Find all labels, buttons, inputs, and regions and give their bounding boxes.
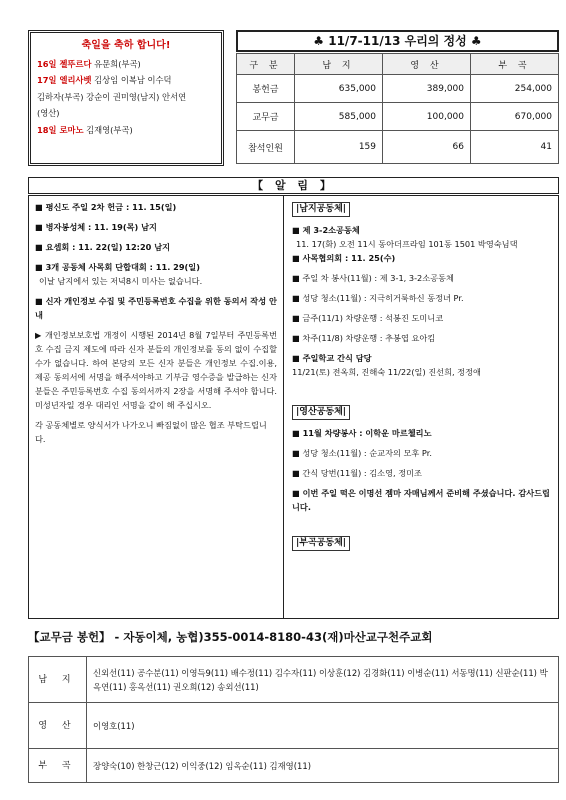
notice-item: ■ 3개 공동체 사목회 단합대회 : 11. 29(일): [35, 262, 200, 272]
row-label: 영 산: [29, 703, 87, 749]
notice-right-column: [284, 195, 559, 619]
feast-day: 18일 로마노: [37, 124, 84, 135]
column-header: 구 분: [237, 54, 295, 75]
notice-item: ■ 신자 개인정보 수집 및 주민등록번호 수집을 위한 동의서 작성 안내: [35, 296, 277, 320]
column-header: 부 곡: [471, 54, 559, 75]
table-row: [237, 75, 559, 103]
table-row: [237, 103, 559, 131]
feast-title: 축일을 축하 합니다!: [81, 40, 171, 51]
table-row: [237, 131, 559, 164]
section-title-yeongsan: |영산공동체|: [292, 405, 350, 420]
row-label: 참석인원: [237, 131, 295, 164]
notice-header: 【 알 림 】: [28, 177, 559, 194]
feast-row: [37, 73, 215, 89]
donors-table: [28, 656, 559, 783]
bank-info: 【교무금 봉헌】 - 자동이체, 농협)355-0014-8180-43(재)마산교구천주교회: [28, 630, 433, 644]
notice-item-detail: 이날 남지에서 있는 저녁8시 미사는 없습니다.: [39, 276, 203, 286]
notice-left-column: [28, 195, 284, 619]
notice-item: ■ 병자봉성체 : 11. 19(목) 남지: [35, 222, 157, 232]
notice-item: ■ 제 3-2소공동체: [292, 225, 360, 235]
feast-row: [37, 90, 215, 106]
table-row: [29, 703, 559, 749]
table-cell: 159: [295, 131, 383, 164]
feast-row: [37, 123, 215, 139]
row-label: 봉헌금: [237, 75, 295, 103]
table-cell: 254,000: [471, 75, 559, 103]
notice-item: ■ 이번 주일 떡은 이명선 젬마 자매님께서 준비해 주셨습니다. 감사드립니다.: [292, 488, 550, 512]
notice-item: ■ 간식 당번(11월) : 김소영, 정미조: [292, 468, 422, 478]
notice-item: ■ 성당 청소(11월) : 순교자의 모후 Pr.: [292, 448, 432, 458]
table-cell: 41: [471, 131, 559, 164]
row-label: 교무금: [237, 103, 295, 131]
notice-item: ■ 주일 차 봉사(11월) : 제 3-1, 3-2소공동체: [292, 273, 454, 283]
notice-paragraph: 각 공동체별로 양식서가 나가오니 빠짐없이 많은 협조 부탁드립니다.: [35, 420, 267, 444]
notice-item-detail: 11. 17(화) 오전 11시 동아더프라임 101동 1501 박영숙님댁: [296, 239, 518, 249]
notice-item: ■ 사목협의회 : 11. 25(수): [292, 253, 396, 263]
feast-names: (영산): [37, 108, 60, 118]
row-label: 남 지: [29, 657, 87, 703]
offering-title: ♣ 11/7-11/13 우리의 정성 ♣: [236, 30, 559, 52]
table-cell: 이영호(11): [87, 703, 559, 749]
table-cell: 100,000: [383, 103, 471, 131]
section-title-namji: |남지공동체|: [292, 202, 350, 217]
notice-paragraph: ▶ 개인정보보호법 개정이 시행된 2014년 8월 7일부터 주민등록번호 수집 금지 제도에 따라 신자 분들의 개인정보를 동의 없이 수집할 수가 없습니다. 하여 본당의 모든 신자 분들은 개인정보 수집.이용,제공 동의서에 서명을 해주셔야하고 기부금 영수증을 발급하는 신자 분들은 주민등록번호 수집 동의서까지 2장을 서명해 주셔야 합니다. 미성년자일 경우 대리인 서명을 같이 해 주십시오.: [35, 330, 277, 410]
feast-row: [37, 57, 215, 73]
table-cell: 장양숙(10) 한창근(12) 이익중(12) 임옥순(11) 김재영(11): [87, 749, 559, 783]
feast-names: 김상임 이복남 이수덕: [94, 75, 172, 85]
feast-names: 유문희(부곡): [94, 58, 141, 69]
notice-item: ■ 주일학교 간식 담당: [292, 353, 372, 363]
table-row: [29, 749, 559, 783]
feast-names: 김재영(부곡): [86, 124, 133, 135]
notice-item: ■ 성당 청소(11월) : 지극히거룩하신 동정녀 Pr.: [292, 293, 464, 303]
table-cell: 389,000: [383, 75, 471, 103]
feast-day: 17일 엘리사벳: [37, 75, 92, 85]
notice-item: ■ 11월 차량봉사 : 이학운 마르첼리노: [292, 428, 432, 438]
table-cell: 635,000: [295, 75, 383, 103]
notice-item-detail: 11/21(토) 전옥희, 진해숙 11/22(일) 진선희, 정정애: [292, 367, 481, 377]
feast-names: 김하자(부곡) 강순이 권미영(남지) 안서연: [37, 91, 187, 102]
feast-day: 16일 젤뚜르다: [37, 58, 92, 69]
feast-day-box: [28, 30, 224, 166]
table-cell: 585,000: [295, 103, 383, 131]
notice-item: ■ 평신도 주일 2차 헌금 : 11. 15(일): [35, 202, 177, 212]
feast-row: [37, 106, 215, 122]
row-label: 부 곡: [29, 749, 87, 783]
notice-item: ■ 차주(11/8) 차량운행 : 추봉엽 요아킴: [292, 333, 436, 343]
column-header: 영 산: [383, 54, 471, 75]
table-cell: 66: [383, 131, 471, 164]
notice-item: ■ 요셉회 : 11. 22(일) 12:20 남지: [35, 242, 171, 252]
section-title-bugok: |부곡공동체|: [292, 536, 350, 551]
table-header-row: [237, 54, 559, 75]
table-row: [29, 657, 559, 703]
offering-table: [236, 53, 559, 164]
table-cell: 신외선(11) 공수분(11) 이영득9(11) 배수정(11) 김수자(11) 이상훈(12) 김경화(11) 이병순(11) 서동명(11) 신판순(11) 박옥연(11) 홍옥선(11) 권오희(12) 송외선(11): [87, 657, 559, 703]
notice-item: ■ 금주(11/1) 차량운행 : 석봉진 도미니코: [292, 313, 444, 323]
table-cell: 670,000: [471, 103, 559, 131]
column-header: 남 지: [295, 54, 383, 75]
